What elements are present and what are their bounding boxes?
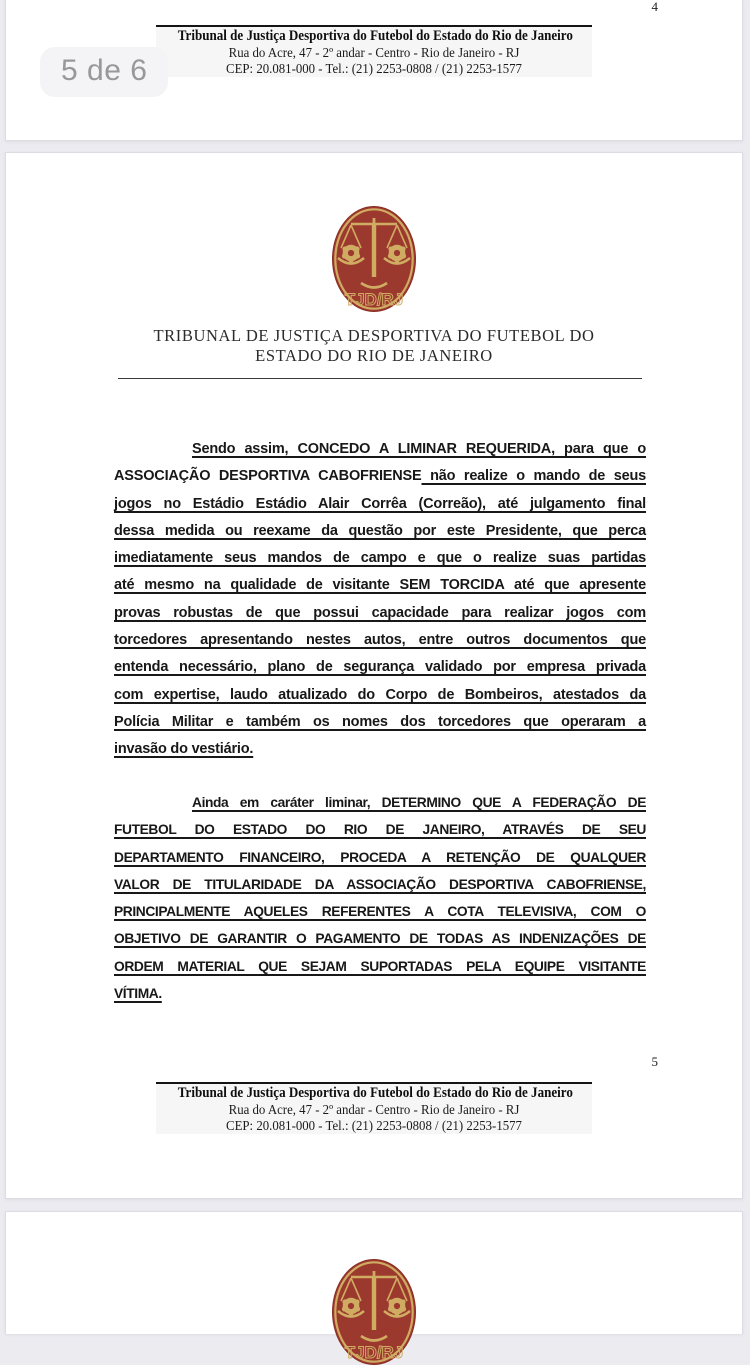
text-line [114, 682, 646, 709]
text-segment: ASSOCIAÇÃO DESPORTIVA CABOFRIENSE [114, 468, 422, 485]
page-indicator-label: 5 de 6 [61, 54, 148, 87]
text-line [114, 518, 646, 545]
text-segment: DEPARTAMENTO FINANCEIRO, PROCEDA A RETENÇÃO DE QUALQUER [114, 849, 646, 865]
text-segment: OBJETIVO DE GARANTIR O PAGAMENTO DE TODAS AS INDENIZAÇÕES DE [114, 931, 646, 947]
text-segment: VÍTIMA. [114, 986, 162, 1002]
text-segment: invasão do vestiário. [114, 741, 254, 758]
text-line [114, 463, 646, 490]
text-segment: imediatamente seus mandos de campo e que o realize suas partidas [114, 550, 646, 567]
page-number: 5 [651, 1054, 658, 1069]
text-line [114, 709, 646, 736]
text-segment: ORDEM MATERIAL QUE SEJAM SUPORTADAS PELA EQUIPE VISITANTE [114, 958, 646, 974]
text-line [114, 953, 646, 980]
document-title-line2: ESTADO DO RIO DE JANEIRO [255, 346, 493, 365]
text-line [114, 436, 646, 463]
logo-text: TJD/RJ [344, 290, 404, 309]
title-divider [118, 378, 642, 379]
document-page-5[interactable] [5, 152, 743, 1199]
text-segment: entenda necessário, plano de segurança validado por empresa privada [114, 659, 646, 676]
text-line [114, 736, 646, 763]
text-line [114, 600, 646, 627]
footer-address: Rua do Acre, 47 - 2º andar - Centro - Rio de Janeiro - RJ [228, 1102, 520, 1117]
text-line [114, 816, 646, 843]
logo-text: TJD/RJ [344, 1343, 404, 1362]
footer-address: Rua do Acre, 47 - 2º andar - Centro - Rio de Janeiro - RJ [228, 45, 520, 60]
tjdrj-crest-icon [332, 1259, 416, 1365]
text-line [114, 572, 646, 599]
text-line [114, 491, 646, 518]
document-footer [156, 25, 592, 77]
text-segment: Polícia Militar e também os nomes dos torcedores que operaram a [114, 713, 646, 730]
footer-org: Tribunal de Justiça Desportiva do Futebol do Estado do Rio de Janeiro [177, 1085, 573, 1101]
text-line [114, 627, 646, 654]
text-segment: PRINCIPALMENTE AQUELES REFERENTES A COTA TELEVISIVA, COM O [114, 904, 646, 920]
text-segment: Ainda em caráter liminar, DETERMINO QUE A FEDERAÇÃO DE [192, 795, 646, 810]
text-segment: VALOR DE TITULARIDADE DA ASSOCIAÇÃO DESPORTIVA CABOFRIENSE, [114, 876, 646, 892]
text-line [114, 871, 646, 898]
text-line [114, 898, 646, 925]
text-segment: não realize o mando de seus [421, 468, 646, 485]
text-line [114, 925, 646, 952]
document-footer [156, 1082, 592, 1134]
footer-cep-tel: CEP: 20.081-000 - Tel.: (21) 2253-0808 / (21) 2253-1577 [226, 1118, 522, 1133]
text-segment: provas robustas de que possui capacidade para realizar jogos com [114, 604, 646, 621]
text-line [114, 654, 646, 681]
page-number: 4 [651, 0, 658, 14]
text-segment: jogos no Estádio Estádio Alair Corrêa (Correão), até julgamento final [114, 495, 646, 512]
tjdrj-crest-icon [332, 206, 416, 312]
page-indicator-badge [40, 47, 168, 97]
text-line [114, 844, 646, 871]
text-line [114, 789, 646, 816]
text-segment: com expertise, laudo atualizado do Corpo de Bombeiros, atestados da [114, 686, 646, 703]
text-segment: até mesmo na qualidade de visitante SEM TORCIDA até que apresente [114, 577, 646, 594]
text-segment: torcedores apresentando nestes autos, entre outros documentos que [114, 632, 646, 649]
text-line [114, 980, 646, 1007]
document-title [6, 326, 742, 366]
text-line [114, 545, 646, 572]
text-segment: dessa medida ou reexame da questão por este Presidente, que perca [114, 522, 646, 539]
text-segment: FUTEBOL DO ESTADO DO RIO DE JANEIRO, ATRAVÉS DE SEU [114, 822, 646, 838]
footer-org: Tribunal de Justiça Desportiva do Futebol do Estado do Rio de Janeiro [177, 28, 573, 44]
decision-paragraph-2 [114, 789, 646, 1007]
footer-cep-tel: CEP: 20.081-000 - Tel.: (21) 2253-0808 / (21) 2253-1577 [226, 61, 522, 76]
document-title-line1: TRIBUNAL DE JUSTIÇA DESPORTIVA DO FUTEBOL DO [153, 326, 595, 345]
decision-paragraph-1 [114, 436, 646, 764]
text-segment: Sendo assim, CONCEDO A LIMINAR REQUERIDA, para que o [192, 441, 646, 457]
document-page-6[interactable] [5, 1211, 743, 1362]
